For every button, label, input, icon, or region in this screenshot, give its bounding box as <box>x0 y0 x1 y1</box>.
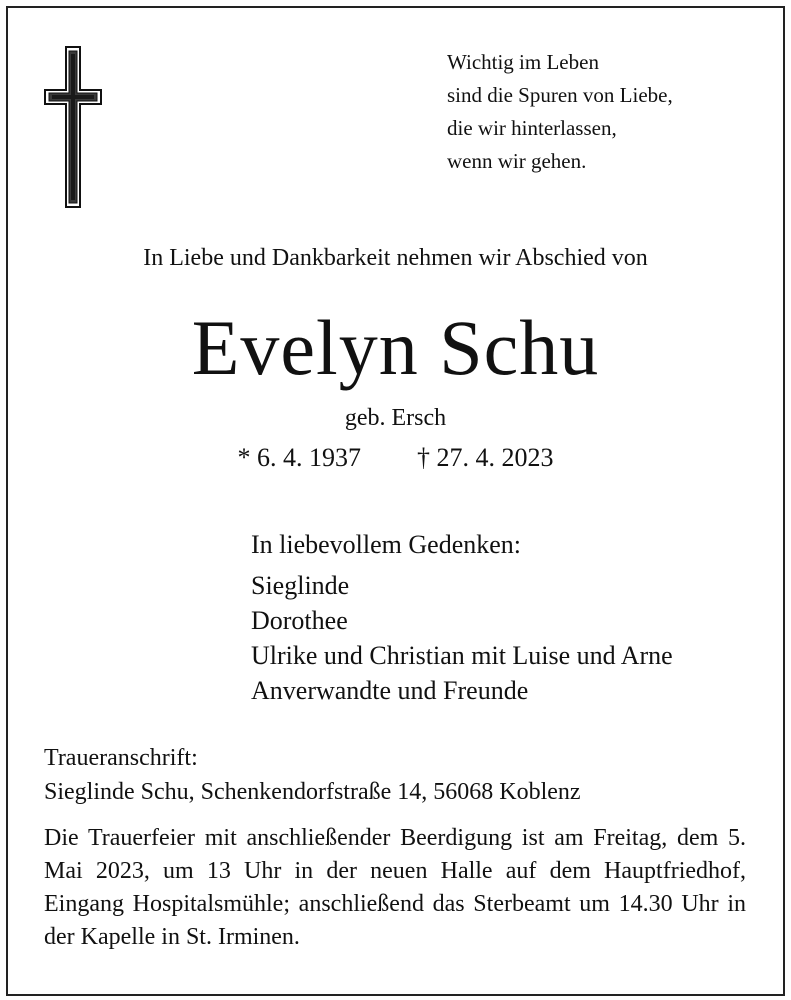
mourner-name: Sieglinde <box>251 571 350 600</box>
ceremony-details: Die Trauerfeier mit anschließender Beerdigung ist am Freitag, dem 5. Mai 2023, um 13 Uhr in der neuen Halle auf dem Hauptfriedhof, Eingang Hospitalsmühle; anschließend das Sterbeamt um 14.30 Uhr in der Kapelle in St. Irminen. <box>44 825 746 950</box>
poem <box>447 46 673 178</box>
mourners-heading: In liebevollem Gedenken: <box>251 530 522 559</box>
intro-text: In Liebe und Dankbarkeit nehmen wir Abschied von <box>143 245 648 271</box>
life-dates <box>0 440 791 476</box>
death-date: † 27. 4. 2023 <box>417 443 554 472</box>
address-label: Traueranschrift: <box>44 745 198 771</box>
poem-line: Wichtig im Leben <box>447 50 599 74</box>
deceased-name: Evelyn Schu <box>191 304 600 391</box>
mourners-list <box>251 568 673 708</box>
poem-line: wenn wir gehen. <box>447 149 587 173</box>
mourner-name: Ulrike und Christian mit Luise und Arne <box>251 641 673 670</box>
mourning-address: Sieglinde Schu, Schenkendorfstraße 14, 56068 Koblenz <box>44 779 581 805</box>
poem-line: sind die Spuren von Liebe, <box>447 83 673 107</box>
mourner-name: Dorothee <box>251 606 348 635</box>
mourner-name: Anverwandte und Freunde <box>251 676 529 705</box>
birth-date: * 6. 4. 1937 <box>237 443 361 472</box>
latin-cross-icon <box>44 46 102 208</box>
poem-line: die wir hinterlassen, <box>447 116 617 140</box>
birth-name: geb. Ersch <box>344 405 447 431</box>
